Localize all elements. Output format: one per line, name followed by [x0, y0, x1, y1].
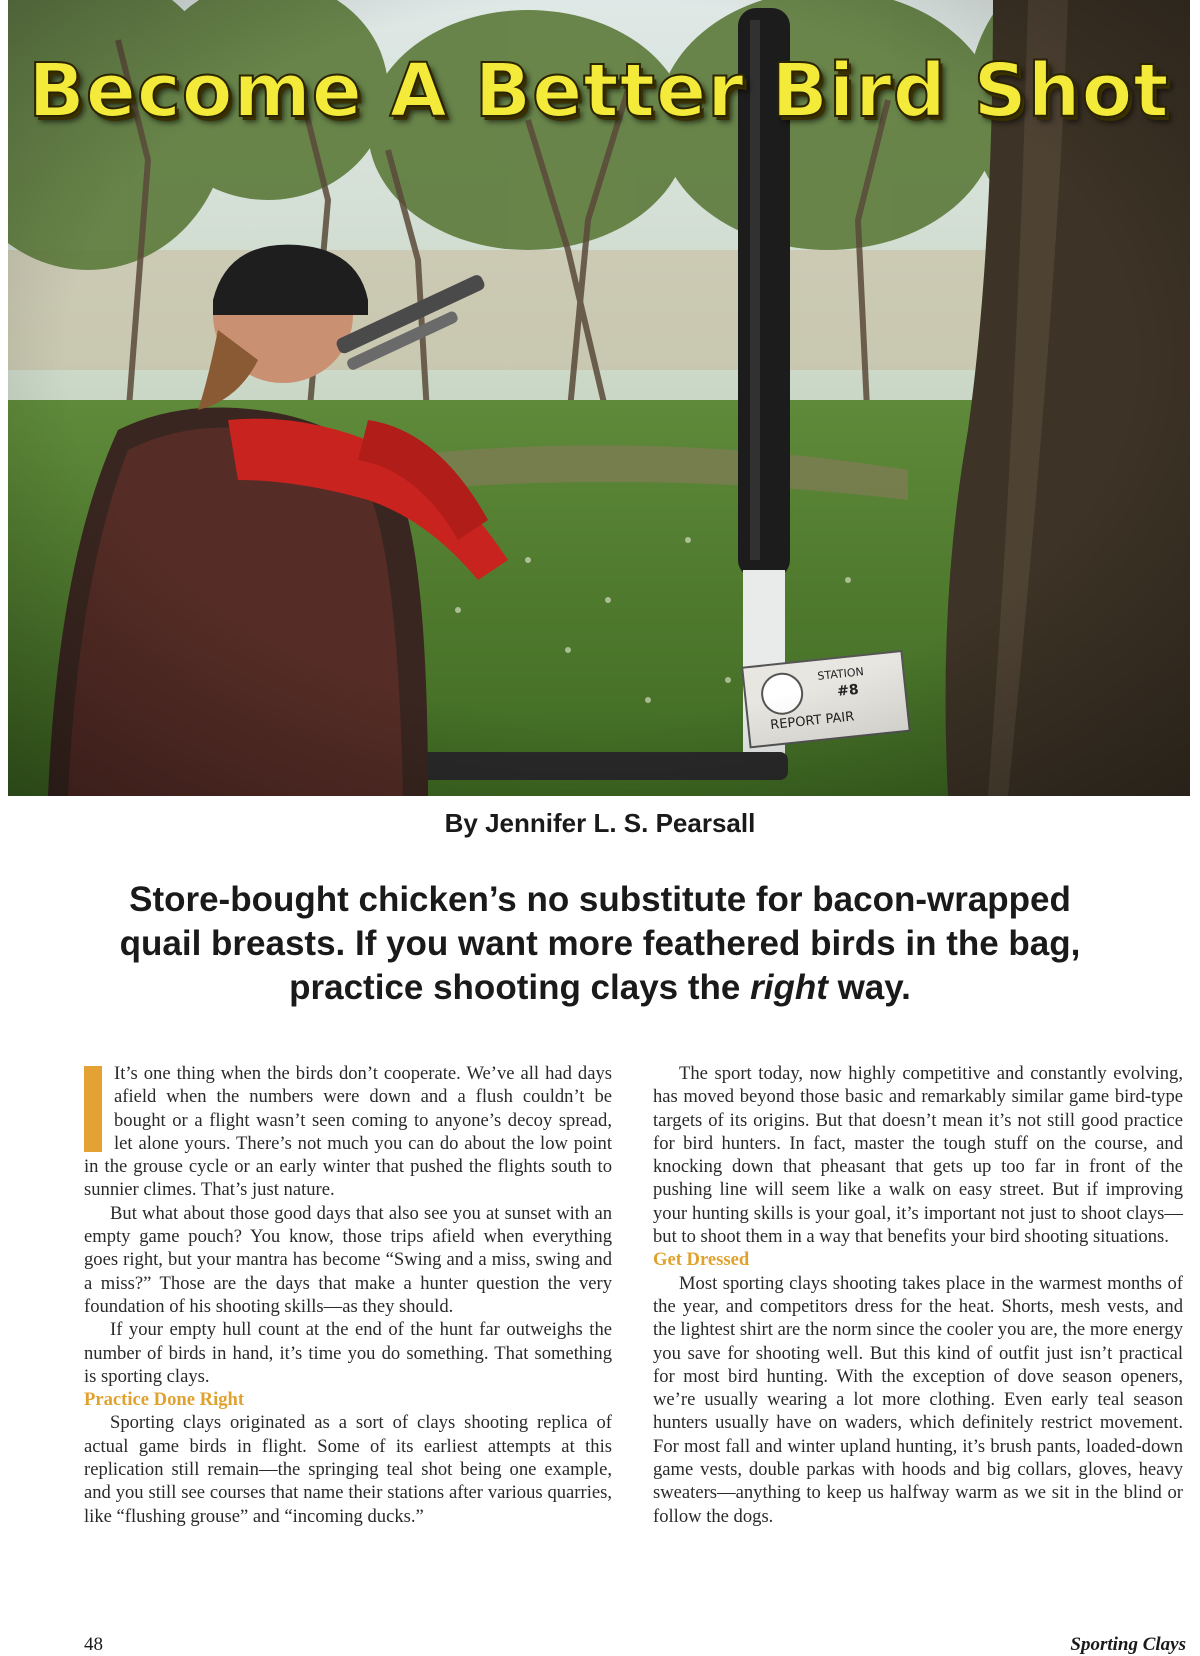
article-title: Become A Better Bird Shot: [28, 48, 1170, 134]
hero-photo: [8, 0, 1190, 796]
paragraph-text: It’s one thing when the birds don’t cooperate. We’ve all had days afield when the numbers were down and a flush couldn’t be bought or a flight wasn’t seen coming to anyone’s decoy spread, let alone yours. There’s not much you can do about the low point in the grouse cycle or an early winter that pushed the flights south to sunnier climes. That’s just nature.: [84, 1063, 612, 1201]
paragraph: But what about those good days that also see you at sunset with an empty game pouch? You know, those trips afield when everything goes right, but your mantra has become “Swing and a miss, swing and a miss?” Those are the days that make a hunter question the very foundation of his shooting skills—as they should.: [84, 1202, 612, 1317]
paragraph: [84, 1062, 612, 1202]
byline: By Jennifer L. S. Pearsall: [444, 808, 756, 838]
magazine-name: Sporting Clays: [1070, 1634, 1186, 1655]
section-subhead: Practice Done Right: [84, 1389, 245, 1411]
drop-cap-bar: [84, 1066, 102, 1152]
deck-text-part2: way.: [827, 968, 911, 1007]
page-number: 48: [84, 1634, 103, 1655]
article-deck: [90, 878, 1110, 1010]
deck-emphasis: right: [750, 968, 828, 1007]
deck-text-part1: Store-bought chicken’s no substitute for bacon-wrapped quail breasts. If you want more feathered birds in the bag, practice shooting clays the: [119, 880, 1081, 1007]
paragraph: The sport today, now highly competitive and constantly evolving, has moved beyond those basic and remarkably similar game bird-type targets of its origins. But that doesn’t mean it’s not still good practice for bird hunters. In fact, master the tough stuff on the course, and knocking down that pheasant that gets up too far in front of the pushing line will seem like a walk on easy street. But if improving your hunting skills is your goal, it’s important not just to shoot clays—but to shoot them in a way that benefits your bird shooting situations.: [653, 1063, 1183, 1248]
section-subhead: Get Dressed: [653, 1249, 750, 1271]
paragraph: Sporting clays originated as a sort of clays shooting replica of actual game birds in flight. Some of its earliest attempts at this replication still remain—the springing teal shot being one example, and you still see courses that name their stations after various quarries, like “flushing grouse” and “incoming ducks.”: [84, 1412, 612, 1527]
body-column-left: [84, 1062, 612, 1528]
paragraph: Most sporting clays shooting takes place in the warmest months of the year, and competitors dress for the heat. Shorts, mesh vests, and the lightest shirt are the norm since the cooler you are, the more energy you save for shooting well. But this kind of outfit just isn’t practical for most bird hunting. With the exception of dove season openers, we’re usually wearing a lot more clothing. Even early teal season hunters usually have on waders, which definitely restrict movement. For most fall and winter upland hunting, it’s brush pants, loaded-down game vests, double parkas with hoods and big collars, gloves, heavy sweaters—anything to keep us halfway warm as we sit in the blind or follow the dogs.: [653, 1272, 1183, 1527]
body-column-right: [653, 1062, 1183, 1528]
paragraph: If your empty hull count at the end of the hunt far outweighs the number of birds in hand, it’s time you do something. That something is sporting clays.: [84, 1319, 612, 1387]
